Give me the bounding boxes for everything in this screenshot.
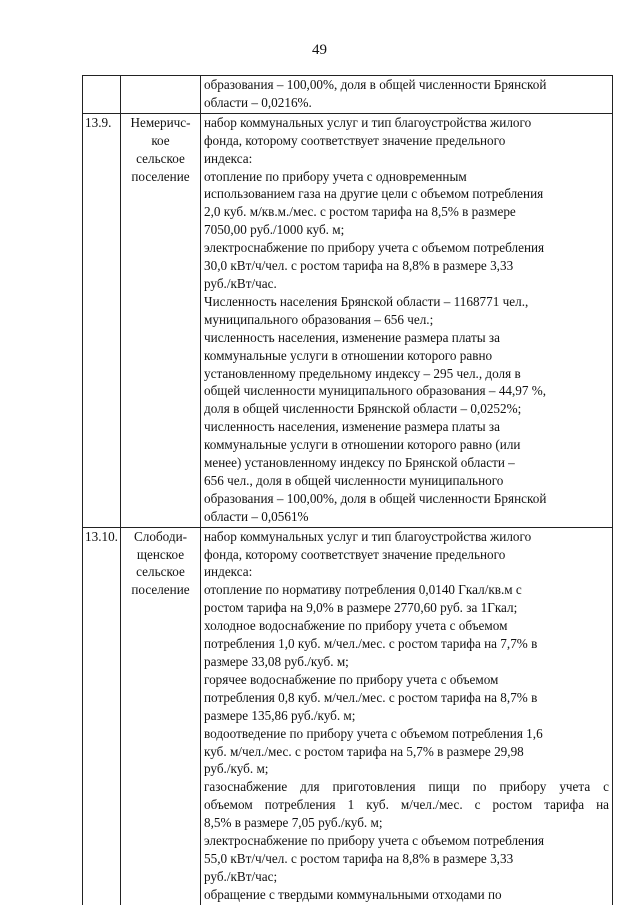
description-line: муниципального образования – 656 чел.; [204, 311, 434, 327]
settlement-name-line: Слободи- [133, 528, 188, 544]
description-line: потребления 1,0 куб. м/чел./мес. с ростом тарифа на 7,7% в [204, 636, 538, 652]
description-line: электроснабжение по прибору учета с объемом потребления [204, 833, 545, 849]
description-line: 7050,00 руб./1000 куб. м; [204, 222, 345, 238]
table-row [83, 527, 613, 905]
description-line: области – 0,0561% [204, 508, 309, 524]
description-line: электроснабжение по прибору учета с объемом потребления [204, 240, 545, 256]
description-line: горячее водоснабжение по прибору учета с объемом [204, 671, 499, 687]
description-line: ростом тарифа на 9,0% в размере 2770,60 руб. за 1Гкал; [204, 600, 518, 616]
settlement-name-cell [121, 113, 201, 527]
description-line: отопление по нормативу потребления 0,0140 Гкал/кв.м с [204, 582, 522, 598]
description-line: набор коммунальных услуг и тип благоустройства жилого [204, 528, 532, 544]
description-line: общей численности муниципального образования – 44,97 %, [204, 383, 547, 399]
description-line: коммунальные услуги в отношении которого равно (или [204, 437, 521, 453]
description-line: отопление по прибору учета с одновременным [204, 168, 467, 184]
description-line: 30,0 кВт/ч/чел. с ростом тарифа на 8,8% в размере 3,33 [204, 258, 514, 274]
description-line: численность населения, изменение размера платы за [204, 419, 500, 435]
description-line: водоотведение по прибору учета с объемом потребления 1,6 [204, 725, 543, 741]
description-line: индекса: [204, 564, 253, 580]
description-line: объемом потребления 1 куб. м/чел./мес. с ростом тарифа на [204, 797, 609, 813]
description-line: 656 чел., доля в общей численности муниципального [204, 472, 504, 488]
description-line: Численность населения Брянской области – 1168771 чел., [204, 293, 529, 309]
row-number-cell [83, 76, 121, 114]
row-number-cell [83, 113, 121, 527]
settlement-name-line: поселение [131, 168, 190, 184]
description-line: численность населения, изменение размера платы за [204, 329, 500, 345]
description-line: фонда, которому соответствует значение предельного [204, 546, 506, 562]
settlement-name-cell [121, 76, 201, 114]
row-number: 13.9. [85, 114, 112, 130]
row-number-cell [83, 527, 121, 905]
page-number: 49 [312, 42, 327, 58]
settlement-name-cell [121, 527, 201, 905]
description-line: области – 0,0216%. [204, 94, 312, 110]
description-line: набор коммунальных услуг и тип благоустройства жилого [204, 114, 532, 130]
description-line: образования – 100,00%, доля в общей численности Брянской [204, 77, 547, 92]
description-line: использованием газа на другие цели с объемом потребления [204, 186, 544, 202]
settlement-name-line: поселение [131, 582, 190, 598]
description-line: руб./кВт/час. [204, 275, 277, 291]
settlement-name-line: Немеричс- [130, 114, 191, 130]
description-line: холодное водоснабжение по прибору учета с объемом [204, 618, 508, 634]
description-line: коммунальные услуги в отношении которого равно [204, 347, 493, 363]
tariff-table [82, 75, 613, 905]
description-line: обращение с твердыми коммунальными отходами по [204, 886, 502, 902]
description-line: размере 135,86 руб./куб. м; [204, 707, 356, 723]
description-line: газоснабжение для приготовления пищи по прибору учета с [204, 779, 609, 795]
description-line: 2,0 куб. м/кв.м./мес. с ростом тарифа на 8,5% в размере [204, 204, 516, 220]
settlement-name-line: кое [151, 132, 170, 148]
description-line: потребления 0,8 куб. м/чел./мес. с ростом тарифа на 8,7% в [204, 689, 538, 705]
table-row [83, 76, 613, 114]
table-body [83, 76, 613, 905]
description-line: 8,5% в размере 7,05 руб./куб. м; [204, 815, 383, 831]
settlement-name-line: сельское [136, 564, 185, 580]
description-line: руб./кВт/час; [204, 868, 278, 884]
description-cell [201, 113, 613, 527]
description-line: установленному предельному индексу – 295 чел., доля в [204, 365, 521, 381]
description-cell [201, 527, 613, 905]
description-line: образования – 100,00%, доля в общей численности Брянской [204, 490, 547, 506]
description-line: менее) установленному индексу по Брянской области – [204, 455, 515, 471]
table-row [83, 113, 613, 527]
description-cell [201, 76, 613, 114]
description-line: фонда, которому соответствует значение предельного [204, 132, 506, 148]
settlement-name-line: щенское [136, 546, 185, 562]
description-line: доля в общей численности Брянской области – 0,0252%; [204, 401, 522, 417]
description-line: руб./куб. м; [204, 761, 269, 777]
settlement-name-line: сельское [136, 150, 185, 166]
description-line: куб. м/чел./мес. с ростом тарифа на 5,7% в размере 29,98 [204, 743, 524, 759]
description-line: размере 33,08 руб./куб. м; [204, 654, 349, 669]
row-number: 13.10. [85, 528, 118, 544]
description-line: 55,0 кВт/ч/чел. с ростом тарифа на 8,8% в размере 3,33 [204, 850, 514, 866]
description-line: индекса: [204, 150, 253, 166]
